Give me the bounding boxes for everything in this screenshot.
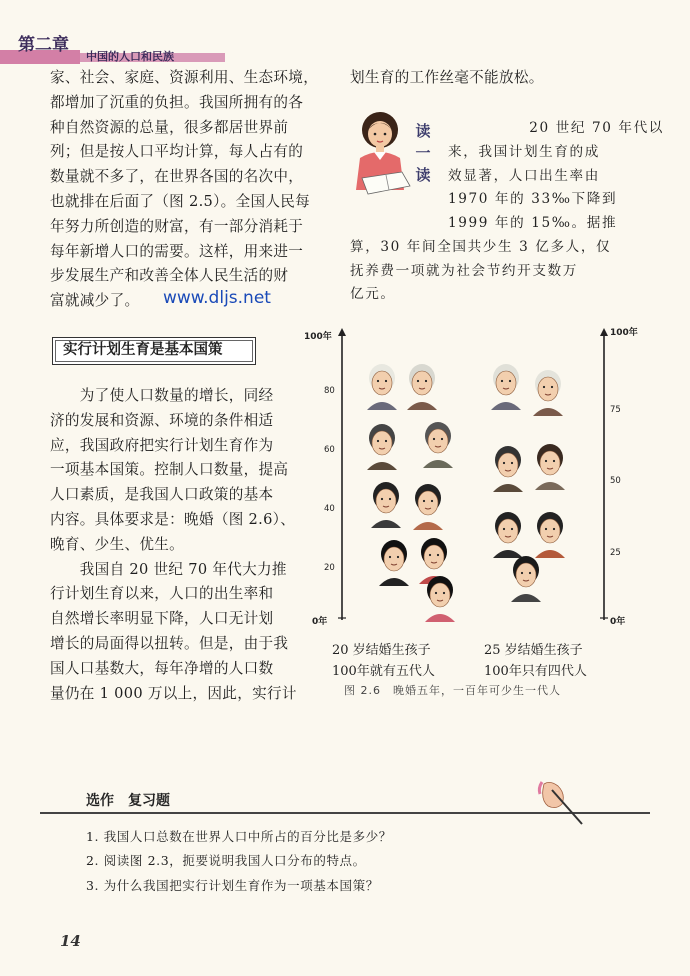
generations-figure — [300, 322, 640, 632]
right-generations — [491, 364, 565, 602]
elder-man-face — [493, 446, 523, 492]
text-line: 抚养费一项就为社会节约开支数万 — [350, 262, 578, 279]
text-line: 应，我国政府把实行计划生育作为 — [50, 436, 274, 454]
caption-line: 100年就有五代人 — [332, 664, 435, 679]
figure-caption-right — [484, 640, 587, 682]
text-line: 数量就不多了，在世界各国的名次中， — [50, 168, 304, 186]
right-tick-75: 75 — [610, 405, 621, 415]
page-number: 14 — [60, 932, 81, 950]
text-line: 来，我国计划生育的成 — [448, 144, 600, 160]
text-line: 也就排在后面了（图 2.5）。全国人民每 — [50, 192, 311, 210]
text-line: 步发展生产和改善全体人民生活的财 — [50, 267, 289, 285]
text-line: 自然增长率明显下降，人口无计划 — [50, 610, 274, 628]
text-line: 晚育、少生、优生。 — [50, 535, 185, 553]
woman-face — [413, 484, 443, 530]
figure-caption-left — [332, 640, 435, 682]
text-line: 算，30 年间全国共少生 3 亿多人，仅 — [350, 239, 612, 255]
reading-woman-illustration — [352, 108, 414, 204]
chapter-label: 第二章 — [18, 35, 69, 55]
exercise-item-2: 2. 阅读图 2.3，扼要说明我国人口分布的特点。 — [86, 853, 366, 868]
text-line: 我国自 20 世纪 70 年代大力推 — [50, 560, 287, 578]
figure-caption: 图 2.6 晚婚五年，一百年可少生一代人 — [344, 684, 561, 697]
young-man-face — [379, 540, 409, 586]
left-axis-arrow — [338, 328, 346, 336]
read-box-text-indented — [448, 141, 617, 235]
old-woman-face — [407, 364, 437, 410]
left-tick-20: 20 — [324, 563, 335, 573]
text-line: 为了使人口数量的增长，同经 — [50, 387, 274, 404]
text-line: 行计划生育以来，人口的出生率和 — [50, 585, 274, 603]
text-line: 一项基本国策。控制人口数量，提高 — [50, 461, 289, 479]
read-label-char: 读 — [415, 166, 431, 184]
pen-hand-icon — [536, 780, 590, 828]
text-line: 亿元。 — [350, 286, 396, 303]
right-axis-top-label: 100年 — [610, 328, 638, 338]
left-tick-80: 80 — [324, 386, 335, 396]
left-tick-40: 40 — [324, 504, 335, 514]
right-tick-50: 50 — [610, 476, 621, 486]
text-line: 1970 年的 33‰下降到 — [448, 191, 618, 208]
left-top-paragraph — [50, 66, 318, 314]
section-title: 实行计划生育是基本国策 — [52, 337, 256, 365]
text-line: 种自然资源的总量，很多都居世界前 — [50, 118, 289, 136]
read-box-text-full — [350, 236, 611, 307]
boy-face — [511, 556, 541, 602]
chapter-subtitle: 中国的人口和民族 — [86, 50, 174, 63]
text-line: 增长的局面得以扭转。但是，由于我 — [50, 634, 289, 652]
left-main-paragraph — [50, 384, 297, 706]
text-line: 每年新增人口的需要。这样，用来进一 — [50, 242, 304, 260]
text-line: 国人口基数大，每年净增的人口数 — [50, 659, 274, 677]
caption-line: 25 岁结婚生孩子 — [484, 643, 583, 658]
read-label-char: 一 — [415, 144, 431, 162]
text-line: 列；但是按人口平均计算，每人占有的 — [50, 143, 304, 161]
elder-woman-face — [535, 444, 565, 490]
right-top-line — [350, 66, 544, 91]
text-line: 人口素质，是我国人口政策的基本 — [50, 486, 274, 504]
old-woman-face — [533, 370, 563, 416]
left-axis-top-label: 100年 — [304, 332, 332, 342]
elder-woman-face — [367, 424, 397, 470]
text-line: 富就减少了。 — [50, 292, 140, 310]
watermark-url: www.dljs.net — [163, 288, 271, 308]
girl-face — [425, 576, 455, 622]
exercises-title: 选作 复习题 — [86, 793, 170, 809]
elder-man-face — [423, 422, 453, 468]
read-label-char: 读 — [415, 122, 431, 140]
text-line: 济的发展和资源、环境的条件相适 — [50, 411, 274, 429]
left-axis-bottom-label: 0年 — [312, 617, 328, 627]
read-box-label — [414, 120, 432, 186]
text-line: 划生育的工作丝毫不能放松。 — [350, 69, 544, 86]
exercise-item-3: 3. 为什么我国把实行计划生育作为一项基本国策？ — [86, 878, 379, 893]
man-face — [493, 512, 523, 558]
text-line: 1999 年的 15‰。据推 — [448, 214, 618, 231]
right-axis-bottom-label: 0年 — [610, 617, 626, 627]
text-line: 量仍在 1 000 万以上，因此，实行计 — [50, 684, 297, 702]
text-line: 20 世纪 70 年代以 — [529, 120, 664, 136]
text-line: 都增加了沉重的负担。我国所拥有的各 — [50, 93, 304, 111]
exercise-item-1: 1. 我国人口总数在世界人口中所占的百分比是多少？ — [86, 829, 392, 844]
left-generations — [367, 364, 455, 622]
man-face — [371, 482, 401, 528]
text-line: 内容。具体要求是：晚婚（图 2.6）、 — [50, 510, 296, 528]
caption-line: 100年只有四代人 — [484, 664, 587, 679]
woman-face — [535, 512, 565, 558]
left-tick-60: 60 — [324, 445, 335, 455]
caption-line: 20 岁结婚生孩子 — [332, 643, 431, 658]
text-line: 效显著，人口出生率由 — [448, 167, 600, 184]
text-line: 家、社会、家庭、资源利用、生态环境， — [50, 69, 319, 86]
right-axis-arrow — [600, 328, 608, 336]
text-line: 年努力所创造的财富，有一部分消耗于 — [50, 217, 304, 235]
old-man-face — [491, 364, 521, 410]
old-man-face — [367, 364, 397, 410]
read-box-text-indented — [452, 117, 664, 141]
right-tick-25: 25 — [610, 548, 621, 558]
